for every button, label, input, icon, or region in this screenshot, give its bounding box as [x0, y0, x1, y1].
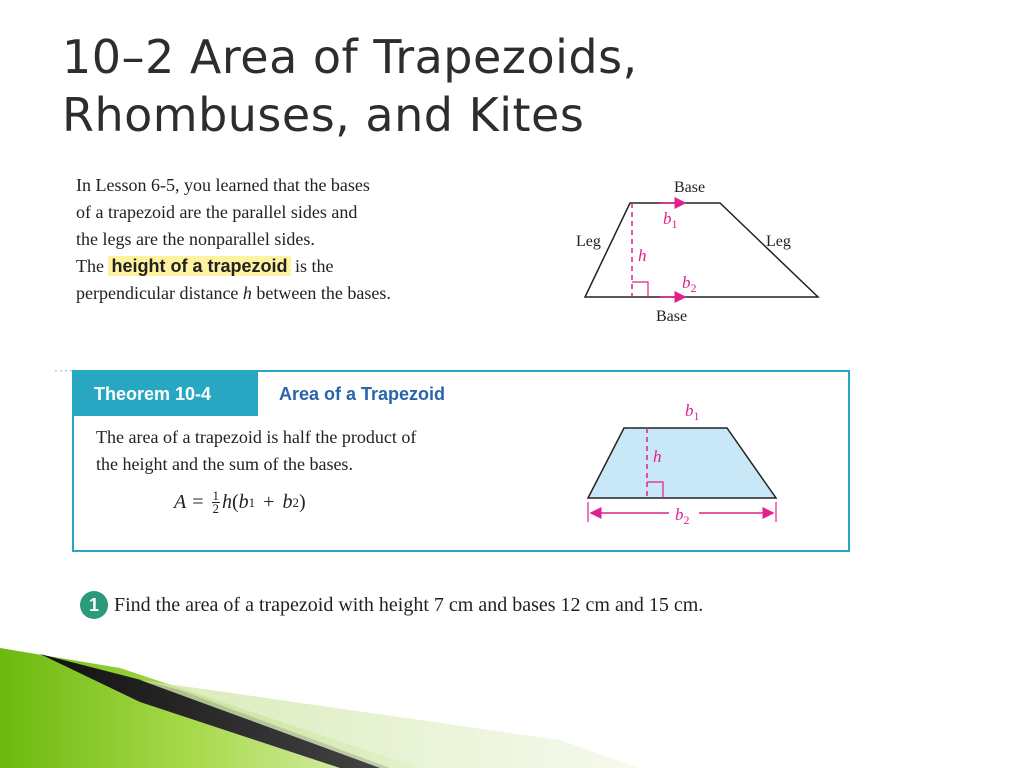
- formula-denominator: 2: [212, 501, 219, 516]
- area-formula: [174, 490, 306, 515]
- formula-b1: b: [238, 491, 249, 513]
- theorem-text-line-2: the height and the sum of the bases.: [96, 454, 353, 474]
- formula-numerator: 1: [212, 488, 219, 503]
- intro-line-5-post: between the bases.: [256, 283, 391, 303]
- formula-b2: b: [282, 491, 293, 513]
- label-base-bottom: Base: [656, 308, 688, 325]
- title-line-2: Rhombuses, and Kites: [62, 88, 585, 142]
- example-number-badge: 1: [80, 591, 108, 619]
- formula-lhs: A: [174, 491, 187, 513]
- intro-line-5: [76, 280, 546, 307]
- formula-b1-sub: 1: [248, 494, 256, 510]
- theorem-label: Theorem 10-4: [74, 372, 258, 416]
- theorem-title: Area of a Trapezoid: [279, 384, 446, 404]
- trapezoid-diagram: [560, 172, 850, 332]
- intro-paragraph: [76, 172, 546, 307]
- formula-equals: =: [192, 491, 204, 513]
- label-leg-right: Leg: [766, 233, 791, 250]
- intro-var-h: h: [242, 283, 252, 303]
- trapezoid-shape: [585, 203, 818, 297]
- right-angle-mark: [632, 282, 648, 297]
- intro-line-1: In Lesson 6-5, you learned that the bases: [76, 175, 370, 195]
- theorem-label-h: h: [653, 447, 662, 466]
- theorem-label-b2: $b_2$: [675, 505, 690, 527]
- example-problem: [80, 591, 703, 619]
- label-h: h: [638, 246, 647, 265]
- label-base-top: Base: [674, 179, 706, 196]
- decorative-swoosh: [0, 640, 1024, 768]
- theorem-label-b1: $b_1$: [685, 401, 700, 423]
- example-text: Find the area of a trapezoid with height 7 cm and bases 12 cm and 15 cm.: [114, 593, 704, 616]
- dotted-marker: ····: [54, 363, 74, 377]
- label-leg-left: Leg: [576, 233, 601, 250]
- intro-line-4: [76, 253, 546, 280]
- highlight-term: height of a trapezoid: [108, 256, 290, 276]
- label-b2: $b_2$: [682, 273, 697, 295]
- label-b1: $b_1$: [663, 209, 678, 231]
- theorem-text-line-1: The area of a trapezoid is half the product of: [96, 427, 417, 447]
- intro-line-5-pre: perpendicular distance: [76, 283, 239, 303]
- theorem-trapezoid-diagram: [579, 394, 799, 544]
- theorem-box: [72, 370, 850, 552]
- formula-plus: +: [263, 491, 275, 513]
- title-line-1: 10–2 Area of Trapezoids,: [62, 30, 638, 84]
- theorem-trapezoid-shape: [588, 428, 776, 498]
- formula-open-paren: (: [232, 491, 239, 513]
- slide-title: [62, 28, 962, 144]
- formula-b2-sub: 2: [292, 494, 299, 510]
- formula-close-paren: ): [298, 491, 306, 513]
- intro-line-3: the legs are the nonparallel sides.: [76, 229, 315, 249]
- theorem-statement: [96, 424, 536, 478]
- formula-h: h: [222, 491, 232, 513]
- intro-line-4-post: is the: [295, 256, 334, 276]
- formula-fraction: [212, 490, 221, 515]
- intro-line-2: of a trapezoid are the parallel sides and: [76, 202, 358, 222]
- intro-line-4-pre: The: [76, 256, 104, 276]
